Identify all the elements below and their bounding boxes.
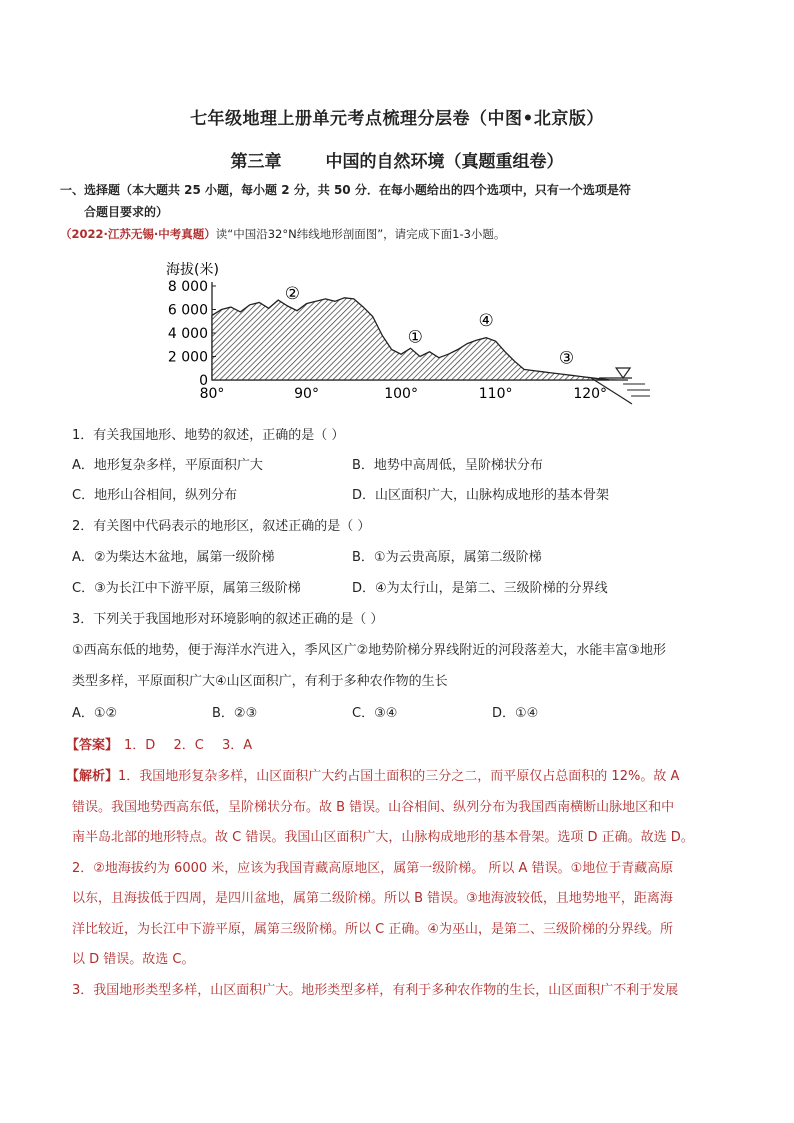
analysis-line-7: 以 D 错误。故选 C。 [72, 952, 195, 967]
answer-3: 3．A [221, 738, 253, 753]
question-2-option-b[interactable]: B．①为云贵高原，属第二级阶梯 [352, 550, 542, 565]
page-title: 七年级地理上册单元考点梳理分层卷（中图•北京版） [190, 109, 604, 129]
analysis-line-3: 南半岛北部的地形特点。故 C 错误。我国山区面积广大，山脉构成地形的基本骨架。选项 D 正确。故选 D。 [72, 830, 694, 845]
x-tick-label: 90° [294, 386, 319, 402]
analysis-line-8: 3．我国地形类型多样，山区面积广大。地形类型多样，有利于多种农作物的生长，山区面积广不利于发展 [72, 983, 679, 998]
question-2-option-c[interactable]: C．③为长江中下游平原，属第三级阶梯 [72, 581, 301, 596]
section-instructions [60, 179, 740, 223]
analysis-text: 1．我国地形复杂多样，山区面积广大约占国土面积的三分之二，而平原仅占总面积的 12%。故 A [118, 769, 680, 784]
x-tick-label: 120° [573, 386, 608, 402]
question-1-option-c[interactable]: C．地形山谷相间，纵列分布 [72, 488, 238, 503]
section-line-1: 一、选择题（本大题共 25 小题，每小题 2 分，共 50 分．在每小题给出的四个选项中，只有一个选项是符 [60, 183, 631, 197]
y-tick-label: 2 000 [167, 349, 208, 366]
region-marker: ② [284, 283, 300, 304]
source-label: （2022·江苏无锡·中考真题） [60, 227, 216, 241]
question-2-option-d[interactable]: D．④为太行山，是第二、三级阶梯的分界线 [352, 581, 608, 596]
x-tick-label: 80° [199, 386, 225, 402]
question-1-option-d[interactable]: D．山区面积广大，山脉构成地形的基本骨架 [352, 488, 610, 503]
y-tick-label: 0 [199, 373, 208, 389]
region-marker: ④ [478, 310, 494, 331]
answer-tag: 【答案】 [66, 738, 119, 753]
chapter-title: 中国的自然环境（真题重组卷） [325, 152, 564, 172]
analysis-tag: 【解析】 [66, 769, 119, 784]
answer-1: 1．D [124, 738, 156, 753]
y-tick-label: 4 000 [167, 326, 208, 342]
answer-2: 2．C [173, 738, 204, 753]
sea-level-icon [616, 368, 630, 378]
question-source [60, 226, 740, 242]
y-axis-label: 海拔(米) [166, 262, 219, 278]
y-tick-label: 8 000 [167, 279, 208, 295]
terrain-profile-chart [160, 258, 650, 408]
analysis-line-2: 错误。我国地势西高东低，呈阶梯状分布。故 B 错误。山谷相间、纵列分布为我国西南横断山脉地区和中 [72, 800, 675, 815]
chapter-heading [0, 147, 794, 172]
x-tick-label: 100° [384, 386, 418, 402]
analysis-line-5: 以东，且海拔低于四周，是四川盆地，属第二级阶梯。所以 B 错误。③地海波较低，且地势地平，距离海 [72, 891, 673, 906]
analysis-line-1 [66, 762, 748, 793]
question-3-option-b[interactable]: B．②③ [212, 706, 258, 721]
question-3-option-d[interactable]: D．①④ [492, 706, 539, 721]
region-marker: ① [407, 327, 423, 348]
chapter-number: 第三章 [230, 152, 282, 172]
question-3-stem: 3．下列关于我国地形对环境影响的叙述正确的是（ ） [72, 612, 384, 627]
section-line-2: 合题目要求的） [84, 205, 169, 219]
question-3-statement-line-1: ①西高东低的地势，便于海洋水汽进入，季风区广②地势阶梯分界线附近的河段落差大，水能丰富③地形 [72, 643, 666, 658]
x-tick-label: 110° [478, 386, 513, 402]
question-1-option-a[interactable]: A．地形复杂多样，平原面积广大 [72, 458, 263, 473]
question-3-statement-line-2: 类型多样，平原面积广大④山区面积广，有利于多种农作物的生长 [72, 674, 448, 689]
question-1-option-b[interactable]: B．地势中高周低，呈阶梯状分布 [352, 458, 543, 473]
question-2-option-a[interactable]: A．②为柴达木盆地，属第一级阶梯 [72, 550, 275, 565]
analysis-line-6: 洋比较近，为长江中下游平原，属第三级阶梯。所以 C 正确。④为巫山，是第二、三级阶梯的分界线。所 [72, 922, 673, 937]
question-2-stem: 2．有关图中代码表示的地形区，叙述正确的是（ ） [72, 519, 371, 534]
y-tick-label: 6 000 [167, 302, 208, 319]
answer-block [66, 731, 252, 761]
question-3-option-c[interactable]: C．③④ [352, 706, 398, 721]
region-marker: ③ [558, 348, 575, 369]
analysis-line-4: 2．②地海拔约为 6000 米，应该为我国青藏高原地区，属第一级阶梯。 所以 A 错误。①地位于青藏高原 [72, 861, 674, 876]
question-3-option-a[interactable]: A．①② [72, 706, 118, 721]
question-1-stem: 1．有关我国地形、地势的叙述，正确的是（ ） [72, 428, 345, 443]
source-text: 读“中国沿32°N纬线地形剖面图”，请完成下面1-3小题。 [215, 227, 506, 241]
